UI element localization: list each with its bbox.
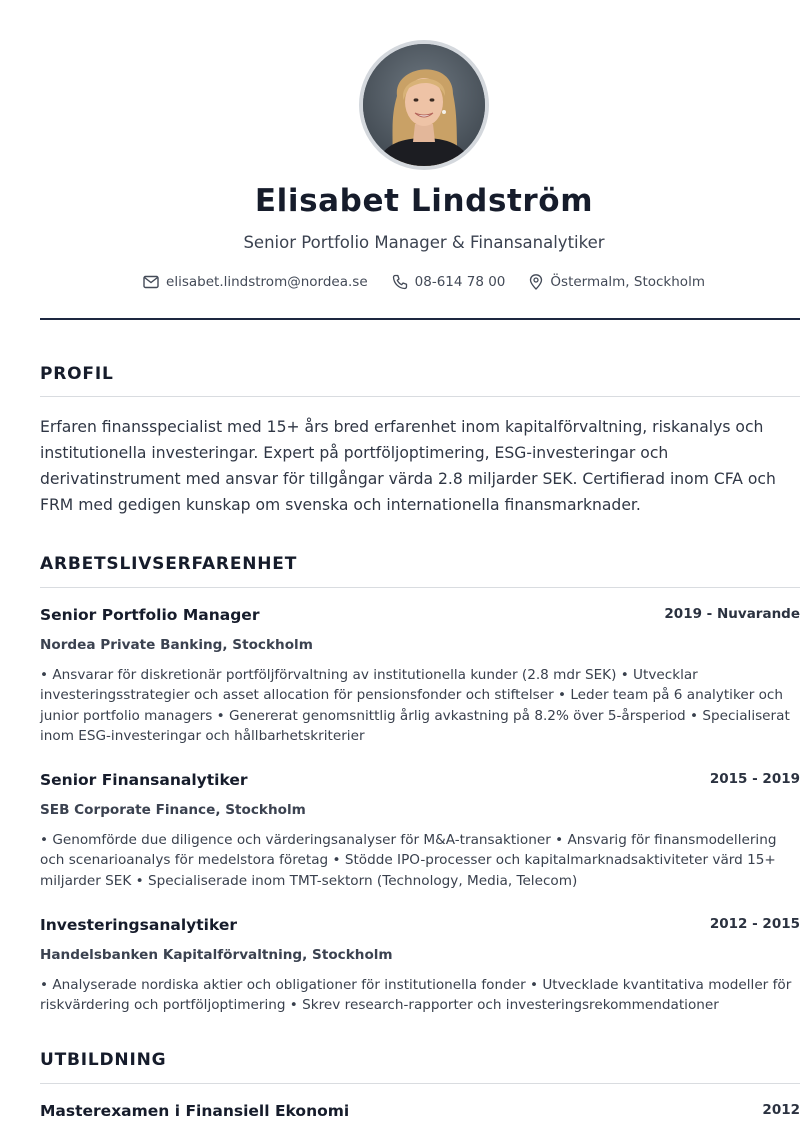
contact-phone[interactable]	[392, 274, 506, 290]
contact-email[interactable]	[143, 274, 368, 290]
job-dates: 2012 - 2015	[709, 916, 800, 932]
candidate-name: Elisabet Lindström	[254, 183, 594, 219]
job-dates: 2015 - 2019	[709, 771, 800, 787]
contact-bar	[0, 274, 800, 290]
phone-icon	[392, 274, 408, 290]
section-title-education: UTBILDNING	[40, 1050, 167, 1070]
profile-summary: Erfaren finansspecialist med 15+ års bred erfarenhet inom kapitalförvaltning, riskanalys och institutionella investeringar. Expert på portföljoptimering, ESG-investeringar och derivatinstrument med ansvar för tillgångar värda 2.8 miljarder SEK. Certifierad inom CFA och FRM med gedigen kunskap om svenska och internationella finansmarknader.	[40, 418, 776, 514]
header-divider	[40, 318, 800, 320]
section-divider-experience	[40, 587, 800, 588]
job-description: • Ansvarar för diskretionär portföljförvaltning av institutionella kunder (2.8 mdr SEK) • Utvecklar investeringsstrategier och asset allocation för pensionsfonder och stiftelser • Leder team på 6 analytiker och junior portfolio managers • Genererat genomsnittlig årlig avkastning på 8.2% över 5-årsperiod • Specialiserat inom ESG-investeringar och hållbarhetskriterier	[40, 667, 790, 744]
contact-location	[529, 274, 705, 290]
section-title-experience: ARBETSLIVSERFARENHET	[40, 554, 298, 574]
section-title-profile: PROFIL	[40, 364, 114, 384]
job-title: Senior Portfolio Manager	[40, 606, 260, 624]
job-company: Handelsbanken Kapitalförvaltning, Stockholm	[40, 947, 393, 963]
map-pin-icon	[529, 274, 543, 290]
education-degree: Masterexamen i Finansiell Ekonomi	[40, 1102, 350, 1120]
email-text[interactable]: elisabet.lindstrom@nordea.se	[166, 274, 368, 290]
job-company: Nordea Private Banking, Stockholm	[40, 637, 313, 653]
section-divider-profile	[40, 396, 800, 397]
job-description: • Analyserade nordiska aktier och obligationer för institutionella fonder • Utvecklade kvantitativa modeller för riskvärdering och portföljoptimering • Skrev research-rapporter och investeringsrekommendationer	[40, 977, 792, 1014]
job-headline: Senior Portfolio Manager & Finansanalytiker	[243, 233, 605, 252]
phone-text[interactable]: 08-614 78 00	[414, 274, 506, 290]
job-description: • Genomförde due diligence och värderingsanalyser för M&A-transaktioner • Ansvarig för finansmodellering och scenarioanalys för medelstora företag • Stödde IPO-processer och kapitalmarknadsaktiviteter värd 15+ miljarder SEK • Specialiserade inom TMT-sektorn (Technology, Media, Telecom)	[40, 832, 777, 889]
location-text: Östermalm, Stockholm	[550, 274, 705, 290]
mail-icon	[143, 275, 159, 289]
job-dates: 2019 - Nuvarande	[664, 606, 800, 622]
profile-photo	[359, 40, 489, 170]
job-title: Investeringsanalytiker	[40, 916, 238, 934]
section-divider-education	[40, 1083, 800, 1084]
job-title: Senior Finansanalytiker	[40, 771, 248, 789]
education-dates: 2012	[762, 1102, 800, 1118]
job-company: SEB Corporate Finance, Stockholm	[40, 802, 306, 818]
